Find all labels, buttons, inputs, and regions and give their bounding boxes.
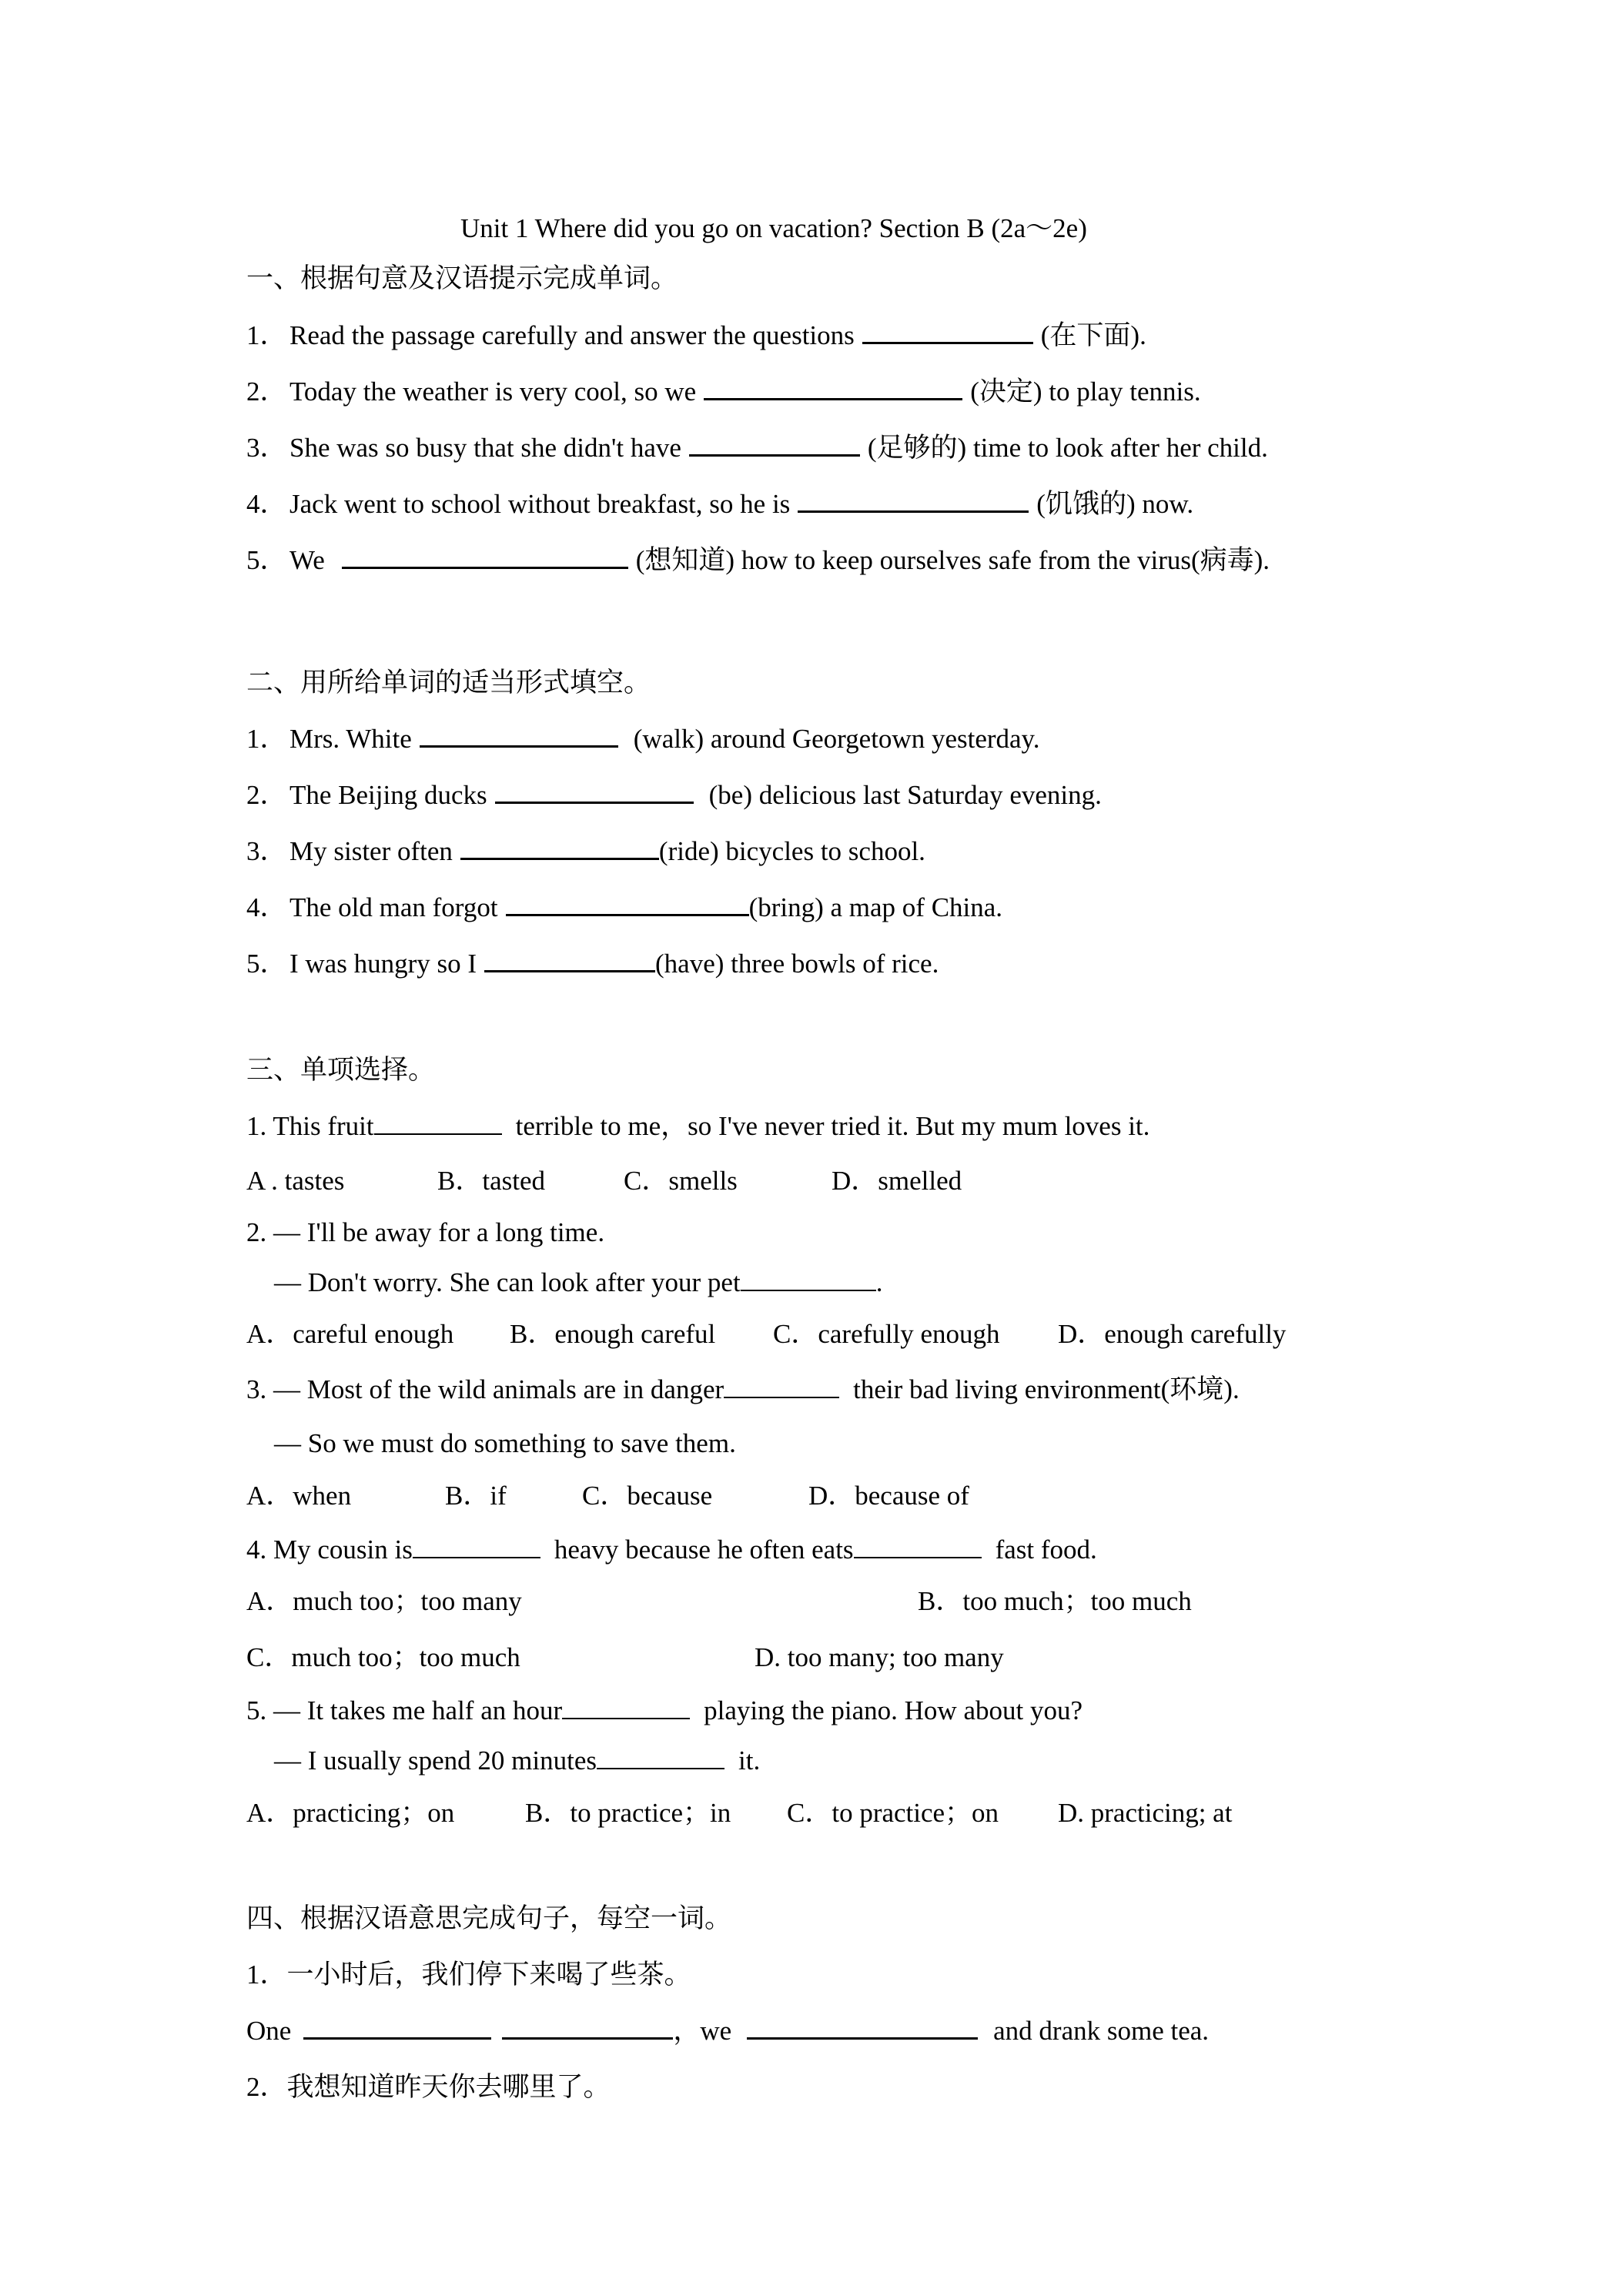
question-text: fast food. xyxy=(995,1535,1097,1565)
section-2-heading: 二、用所给单词的适当形式填空。 xyxy=(246,668,651,698)
s3-question-2-line-1: 2. — I'll be away for a long time. xyxy=(246,1217,605,1247)
s2-question-3 xyxy=(246,835,925,869)
section-3-heading: 三、单项选择。 xyxy=(246,1055,436,1085)
s3-question-2-line-2 xyxy=(274,1266,882,1300)
option-a[interactable]: A . tastes xyxy=(246,1166,345,1196)
question-hint: (walk) around Georgetown yesterday. xyxy=(633,724,1040,754)
question-number: 1． xyxy=(246,320,287,350)
option-b[interactable]: B．to practice；in xyxy=(525,1798,731,1828)
question-text: 3. — Most of the wild animals are in danger xyxy=(246,1374,724,1404)
answer-blank[interactable] xyxy=(413,1534,540,1558)
question-text: — I usually spend 20 minutes xyxy=(274,1745,597,1776)
s2-question-4 xyxy=(246,891,1002,925)
question-text: We xyxy=(289,545,325,575)
answer-blank[interactable] xyxy=(689,431,860,457)
s4-question-1-sentence xyxy=(246,2014,1209,2048)
question-hint: (决定) to play tennis. xyxy=(970,377,1201,407)
s2-question-5 xyxy=(246,947,939,981)
question-text: 5. — It takes me half an hour xyxy=(246,1695,563,1725)
question-text: and drank some tea. xyxy=(993,2016,1210,2046)
question-text: 1. This fruit xyxy=(246,1111,374,1141)
answer-blank[interactable] xyxy=(724,1374,839,1398)
question-hint: (饥饿的) now. xyxy=(1036,489,1194,519)
s1-question-3 xyxy=(246,431,1268,465)
s3-question-1 xyxy=(246,1110,1149,1143)
answer-blank[interactable] xyxy=(862,319,1033,344)
answer-blank[interactable] xyxy=(342,544,628,569)
answer-blank[interactable] xyxy=(854,1534,982,1558)
answer-blank[interactable] xyxy=(562,1695,690,1719)
option-b[interactable]: B．tasted xyxy=(437,1166,545,1196)
s2-question-2 xyxy=(246,778,1102,812)
answer-blank[interactable] xyxy=(420,722,618,748)
option-d[interactable]: D. too many; too many xyxy=(755,1642,1004,1672)
answer-blank[interactable] xyxy=(502,2014,673,2040)
question-text: My sister often xyxy=(289,836,453,866)
question-text: Today the weather is very cool, so we xyxy=(289,377,697,407)
option-a[interactable]: A．much too；too many xyxy=(246,1586,522,1616)
question-text: Mrs. White xyxy=(289,724,412,754)
option-d[interactable]: D．enough carefully xyxy=(1058,1319,1287,1349)
section-1-heading: 一、根据句意及汉语提示完成单词。 xyxy=(246,263,678,293)
option-c[interactable]: C．because xyxy=(582,1481,713,1511)
answer-blank[interactable] xyxy=(460,835,659,860)
question-hint: (在下面). xyxy=(1040,320,1146,350)
question-number: 5． xyxy=(246,545,287,575)
question-text: heavy because he often eats xyxy=(554,1535,854,1565)
option-c[interactable]: C．smells xyxy=(624,1166,738,1196)
question-text: playing the piano. How about you? xyxy=(704,1695,1083,1725)
page-title: Unit 1 Where did you go on vacation? Section B (2a～2e) xyxy=(460,213,1087,243)
question-text: 4. My cousin is xyxy=(246,1535,413,1565)
s4-question-1-chinese: 1．一小时后，我们停下来喝了些茶。 xyxy=(246,1960,691,1990)
question-number: 3． xyxy=(246,433,287,463)
question-hint: (have) three bowls of rice. xyxy=(655,949,939,979)
option-c[interactable]: C．to practice；on xyxy=(787,1798,999,1828)
answer-blank[interactable] xyxy=(741,1267,876,1291)
question-text: ， xyxy=(673,2016,701,2046)
answer-blank[interactable] xyxy=(484,947,655,972)
question-number: 2． xyxy=(246,377,287,407)
s3-question-5-line-2 xyxy=(274,1744,760,1778)
section-4-heading: 四、根据汉语意思完成句子，每空一词。 xyxy=(246,1903,732,1933)
option-b[interactable]: B．too much；too much xyxy=(918,1586,1192,1616)
question-text: . xyxy=(875,1267,883,1297)
question-number: 2． xyxy=(246,780,287,810)
option-c[interactable]: C．carefully enough xyxy=(773,1319,1000,1349)
question-number: 5． xyxy=(246,949,287,979)
question-number: 3． xyxy=(246,836,287,866)
option-c[interactable]: C．much too；too much xyxy=(246,1642,520,1672)
question-number: 4． xyxy=(246,489,287,519)
s1-question-1 xyxy=(246,319,1146,353)
answer-blank[interactable] xyxy=(506,891,749,916)
s3-question-3-line-1 xyxy=(246,1373,1240,1407)
question-hint: (ride) bicycles to school. xyxy=(658,836,925,866)
question-hint: (想知道) how to keep ourselves safe from the virus(病毒). xyxy=(635,545,1270,575)
option-b[interactable]: B．enough careful xyxy=(510,1319,716,1349)
s1-question-2 xyxy=(246,375,1201,409)
option-a[interactable]: A．when xyxy=(246,1481,352,1511)
s3-question-3-line-2: — So we must do something to save them. xyxy=(274,1428,736,1458)
answer-blank[interactable] xyxy=(597,1745,724,1769)
question-text: it. xyxy=(738,1745,761,1776)
question-text: we xyxy=(700,2016,732,2046)
s3-question-4 xyxy=(246,1533,1097,1567)
s1-question-4 xyxy=(246,487,1193,521)
option-a[interactable]: A．practicing；on xyxy=(246,1798,455,1828)
question-text: their bad living environment(环境). xyxy=(853,1374,1240,1404)
answer-blank[interactable] xyxy=(798,487,1029,513)
question-hint: (足够的) time to look after her child. xyxy=(867,433,1268,463)
question-text: I was hungry so I xyxy=(289,949,477,979)
option-a[interactable]: A．careful enough xyxy=(246,1319,454,1349)
question-text: The old man forgot xyxy=(289,892,498,922)
answer-blank[interactable] xyxy=(495,778,694,804)
answer-blank[interactable] xyxy=(747,2014,978,2040)
answer-blank[interactable] xyxy=(374,1110,502,1135)
s4-question-2-chinese: 2．我想知道昨天你去哪里了。 xyxy=(246,2072,611,2102)
question-text: One xyxy=(246,2016,292,2046)
question-text: terrible to me，so I've never tried it. But my mum loves it. xyxy=(515,1111,1150,1141)
s1-question-5 xyxy=(246,544,1270,577)
question-text: She was so busy that she didn't have xyxy=(289,433,681,463)
question-hint: (be) delicious last Saturday evening. xyxy=(708,780,1102,810)
option-d[interactable]: D．smelled xyxy=(832,1166,962,1196)
s2-question-1 xyxy=(246,722,1040,756)
question-text: Jack went to school without breakfast, so he is xyxy=(289,489,791,519)
question-text: Read the passage carefully and answer the questions xyxy=(289,320,855,350)
question-number: 4． xyxy=(246,892,287,922)
answer-blank[interactable] xyxy=(303,2014,491,2040)
question-text: — Don't worry. She can look after your pet xyxy=(274,1267,741,1297)
option-d[interactable]: D．because of xyxy=(808,1481,969,1511)
question-number: 1． xyxy=(246,724,287,754)
option-d[interactable]: D. practicing; at xyxy=(1058,1798,1233,1828)
s3-question-5-line-1 xyxy=(246,1694,1083,1728)
answer-blank[interactable] xyxy=(704,375,962,400)
option-b[interactable]: B．if xyxy=(445,1481,507,1511)
question-text: The Beijing ducks xyxy=(289,780,487,810)
question-hint: (bring) a map of China. xyxy=(748,892,1003,922)
